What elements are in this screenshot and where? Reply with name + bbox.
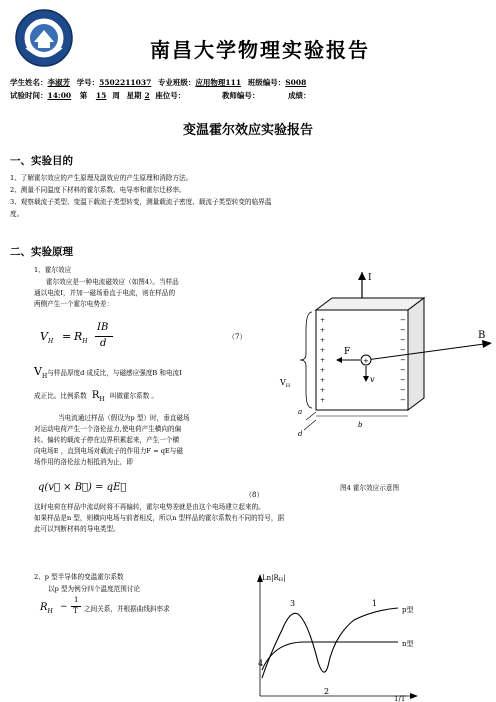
svg-text:+: + bbox=[320, 367, 326, 374]
figure-caption: 图4 霍尔效应示意图 bbox=[340, 484, 400, 492]
y-axis-label: Ln|RH| bbox=[262, 574, 286, 583]
major-class: 应用物理111 bbox=[195, 78, 242, 87]
rh-temperature-graph bbox=[244, 570, 496, 702]
svg-text:+: + bbox=[320, 317, 326, 324]
svg-text:−: − bbox=[400, 346, 406, 354]
lorentz-paragraph: 当电流通过样品（假设为p 型）时，垂直磁场 对运动电荷产生一个洛伦兹力,使电荷产生横向的偏 转。偏转的载流子停在边界积累起来，产生一个横 向电场E ，直到电场对载流子的作用力F = qE与磁 场作用的洛伦兹力相抵消为止，即 bbox=[34, 414, 190, 466]
rh-vs-t-line: $R_H$ − 1 T 之间关系，并根据曲线斜率求 bbox=[40, 596, 170, 615]
hall-effect-paragraph: 霍尔效应是一种电流磁效应（如图4）。当样品 通以电流I，并加一磁场垂直于电流，则在样品的 两侧产生一个霍尔电势差： bbox=[34, 278, 179, 308]
region-3-label: 3 bbox=[290, 599, 296, 608]
svg-text:−: − bbox=[400, 396, 406, 404]
formula-tag-8: （8） bbox=[245, 491, 264, 499]
report-title: 变温霍尔效应实验报告 bbox=[182, 123, 313, 138]
p-type-label: p型 bbox=[402, 606, 414, 614]
experiment-info-line: 试验时间：14:00 第 15 周 星期 2 座位号： 教师编号： 成绩： bbox=[10, 91, 311, 100]
svg-text:+: + bbox=[320, 397, 326, 404]
n-type-label: n型 bbox=[402, 640, 414, 648]
lorentz-balance-formula: q(v⃗ × B⃗) = qE⃗ bbox=[38, 482, 127, 493]
subsection-title: 1、霍尔效应 bbox=[34, 266, 72, 274]
p-type-curve bbox=[262, 608, 398, 678]
subsection-text: 以p 型为例分四个温度范围讨论 bbox=[48, 585, 141, 593]
university-report-title: 南昌大学物理实验报告 bbox=[150, 38, 370, 62]
week-number: 15 bbox=[95, 91, 107, 100]
objective-item: 度。 bbox=[10, 210, 24, 218]
svg-text:+: + bbox=[320, 357, 326, 364]
section-heading-objectives: 一、实验目的 bbox=[10, 155, 73, 167]
svg-text:+: + bbox=[320, 387, 326, 394]
region-4-label: 4 bbox=[258, 659, 264, 668]
svg-text:−: − bbox=[400, 366, 406, 374]
region-1-label: 1 bbox=[372, 599, 378, 608]
width-label: b bbox=[358, 421, 363, 429]
svg-text:−: − bbox=[400, 316, 406, 324]
objective-item: 2、测量不同温度下材料的霍尔系数、电导率和霍尔迁移率。 bbox=[10, 186, 186, 194]
student-info-line: 学生姓名：李淑芳 学号：5502211037 专业班级：应用物理111 班级编号：S008 bbox=[10, 78, 307, 87]
thickness-label: d bbox=[298, 430, 303, 438]
svg-text:−: − bbox=[400, 376, 406, 384]
experiment-time: 14:00 bbox=[47, 91, 72, 100]
weekday: 2 bbox=[144, 91, 150, 100]
conclusion-paragraph: 这时电荷在样品中流动时将不再偏转，霍尔电势差就是由这个电场建立起来的。 如果样品是n 型，则横向电场与前者相反，所以n 型样品的霍尔系数有不同的符号，据 此可以判断材料的导电类型。 bbox=[34, 503, 285, 533]
region-2-label: 2 bbox=[324, 687, 330, 696]
svg-text:+: + bbox=[320, 347, 326, 354]
positive-charges bbox=[320, 317, 325, 404]
svg-text:+: + bbox=[320, 377, 326, 384]
svg-text:+: + bbox=[320, 337, 326, 344]
section-heading-principles: 二、实验原理 bbox=[10, 246, 73, 258]
length-label: a bbox=[298, 408, 303, 416]
hall-effect-diagram bbox=[280, 270, 496, 450]
hall-voltage-label: $V_H$ bbox=[280, 378, 291, 389]
university-logo bbox=[14, 8, 74, 68]
svg-text:−: − bbox=[400, 356, 406, 364]
svg-text:−: − bbox=[400, 326, 406, 334]
class-number: S008 bbox=[285, 78, 307, 87]
force-label: F bbox=[344, 347, 351, 357]
objective-item: 3、观察载流子类型、变温下载流子类型转变，测量载流子密度、载流子类型转变的临界温 bbox=[10, 198, 272, 206]
vh-proportionality-line: $V_H$与样品厚度d 成反比，与磁感应强度B 和电流I bbox=[34, 365, 182, 381]
x-axis-label: 1/T bbox=[394, 695, 406, 702]
svg-text:+: + bbox=[363, 357, 369, 365]
subsection-title: 2、p 型半导体的变温霍尔系数 bbox=[34, 573, 124, 581]
student-name: 李淑芳 bbox=[47, 78, 70, 87]
svg-text:−: − bbox=[400, 386, 406, 394]
hall-coefficient-line: 成正比。比例系数 $R_H$ 叫做霍尔系数 。 bbox=[34, 390, 158, 403]
objective-item: 1、了解霍尔效应的产生原理及副效应的产生原理和消除方法。 bbox=[10, 174, 193, 182]
b-field-label: B bbox=[478, 330, 486, 341]
velocity-label: v bbox=[370, 375, 375, 384]
negative-charges bbox=[400, 316, 406, 404]
svg-text:+: + bbox=[320, 327, 326, 334]
svg-text:−: − bbox=[400, 336, 406, 344]
hall-voltage-formula: $V_H$ = $R_H$ IB d （7） bbox=[40, 322, 247, 349]
student-id: 5502211037 bbox=[99, 78, 152, 87]
current-label: I bbox=[368, 273, 372, 283]
